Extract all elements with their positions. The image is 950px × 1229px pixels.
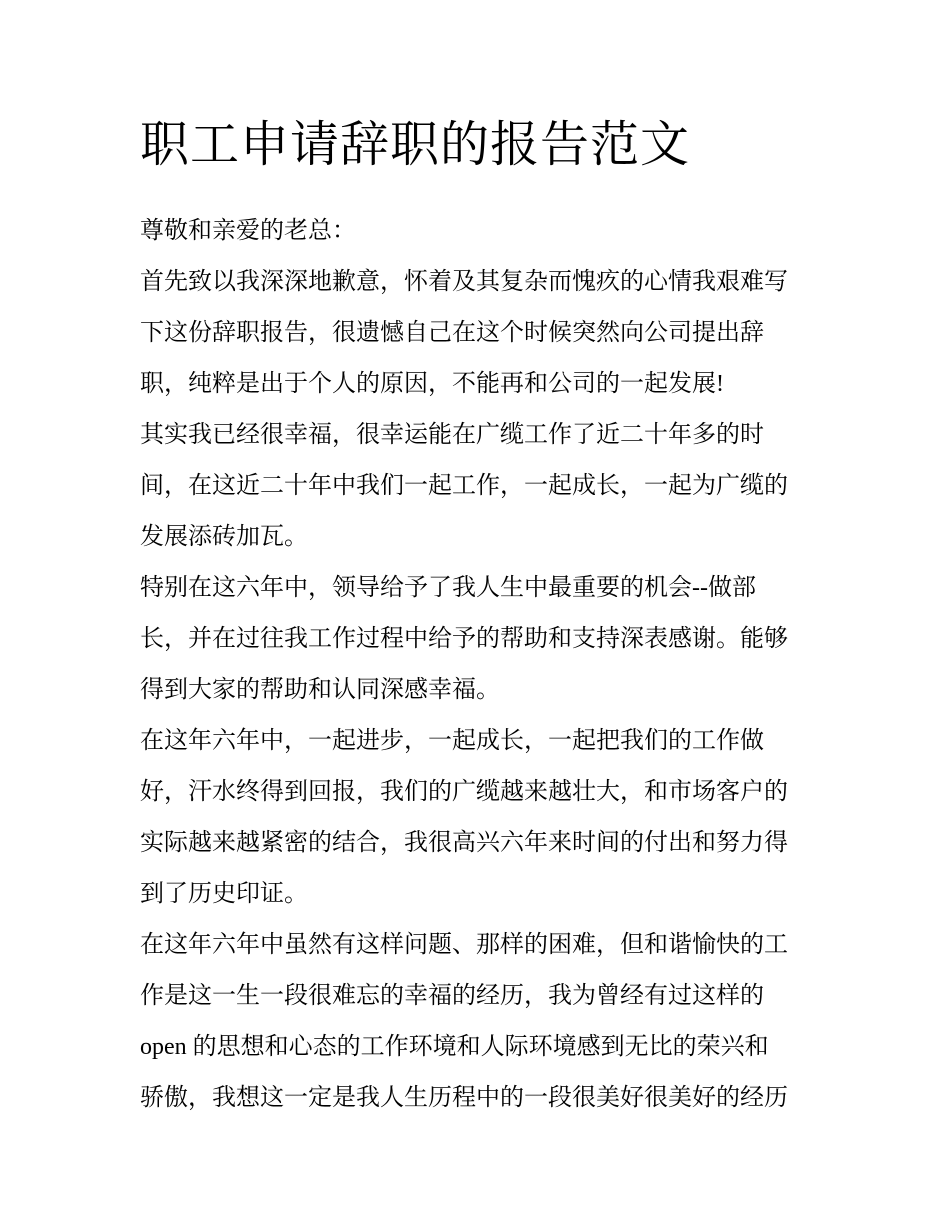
paragraph-2 <box>140 410 820 563</box>
paragraph-line: 实际越来越紧密的结合，我很高兴六年来时间的付出和努力得 <box>140 830 788 856</box>
document-title: 职工申请辞职的报告范文 <box>140 117 691 172</box>
paragraph-line: open 的思想和心态的工作环境和人际环境感到无比的荣兴和 <box>140 1034 769 1060</box>
paragraph-line: 职，纯粹是出于个人的原因，不能再和公司的一起发展! <box>140 371 724 397</box>
paragraph-3 <box>140 563 820 716</box>
paragraph-line: 间，在这近二十年中我们一起工作，一起成长，一起为广缆的 <box>140 473 788 499</box>
paragraph-line: 发展添砖加瓦。 <box>140 524 308 550</box>
paragraph-5 <box>140 920 820 1124</box>
paragraph-line: 在这年六年中，一起进步，一起成长，一起把我们的工作做 <box>140 728 764 754</box>
paragraph-line: 特别在这六年中，领导给予了我人生中最重要的机会--做部 <box>140 575 756 601</box>
paragraph-line: 长，并在过往我工作过程中给予的帮助和支持深表感谢。能够 <box>140 626 788 652</box>
paragraph-line: 骄傲，我想这一定是我人生历程中的一段很美好很美好的经历 <box>140 1085 788 1111</box>
paragraph-line: 在这年六年中虽然有这样问题、那样的困难，但和谐愉快的工 <box>140 932 788 958</box>
paragraph-line: 得到大家的帮助和认同深感幸福。 <box>140 677 500 703</box>
paragraph-line: 首先致以我深深地歉意，怀着及其复杂而愧疚的心情我艰难写 <box>140 269 788 295</box>
paragraph-line: 好，汗水终得到回报，我们的广缆越来越壮大，和市场客户的 <box>140 779 788 805</box>
paragraph-line: 作是这一生一段很难忘的幸福的经历，我为曾经有过这样的 <box>140 983 764 1009</box>
paragraph-1 <box>140 257 820 410</box>
paragraph-4 <box>140 716 820 920</box>
paragraph-line: 其实我已经很幸福，很幸运能在广缆工作了近二十年多的时 <box>140 422 764 448</box>
salutation: 尊敬和亲爱的老总： <box>140 218 356 244</box>
document-body <box>140 112 820 1124</box>
paragraph-line: 下这份辞职报告，很遗憾自己在这个时候突然向公司提出辞 <box>140 320 764 346</box>
paragraph-line: 到了历史印证。 <box>140 881 308 907</box>
